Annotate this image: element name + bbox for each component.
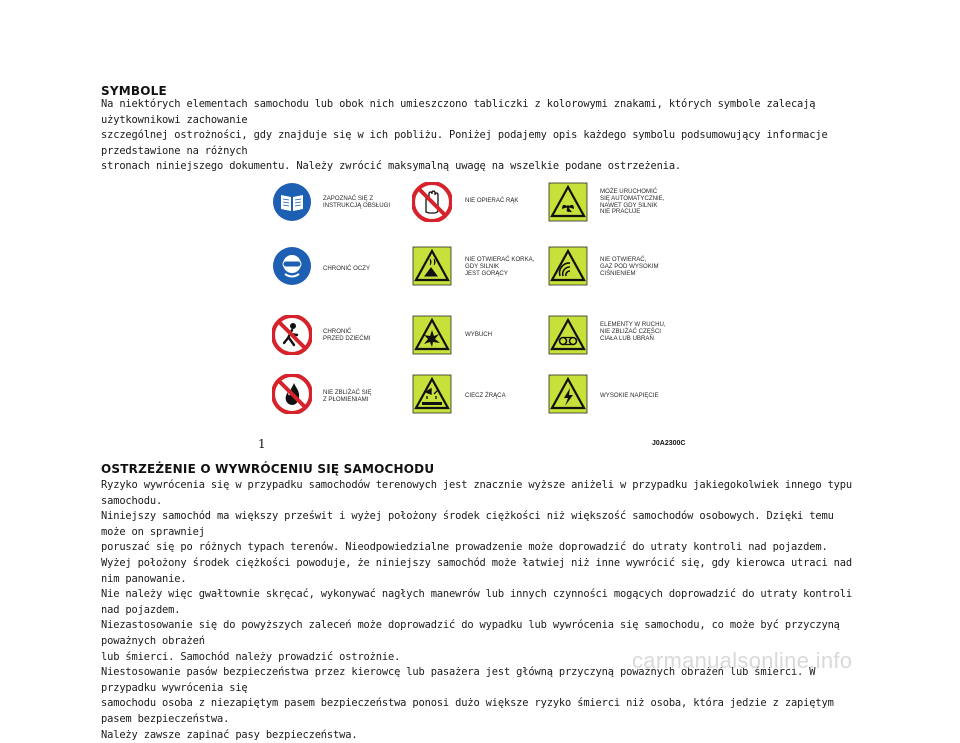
text-line: szczególnej ostrożności, gdy znajduje się w ich pobliżu. Poniżej podajemy opis każdego symbolu podsumowujący informacje przedstawione na różnych [101, 128, 861, 159]
sign-caption: NIE ZBLIŻAĆ SIĘ Z PŁOMIENIAMI [323, 390, 413, 404]
text-line: Należy zawsze zapinać pasy bezpieczeństwa. [101, 728, 861, 743]
manual-icon [272, 182, 312, 222]
sign-caption: WYSOKIE NAPIĘCIE [600, 393, 690, 400]
section-title-rollover-warning: OSTRZEŻENIE O WYWRÓCENIU SIĘ SAMOCHODU [101, 462, 434, 476]
sign-caption: CHRONIĆ OCZY [323, 266, 413, 273]
text-line: poruszać się po różnych typach terenów. Nieodpowiedzialne prowadzenie może doprowadzić do utraty kontroli nad pojazdem. [101, 540, 861, 556]
sign-caption: CHRONIĆ PRZED DZIEĆMI [323, 329, 413, 343]
section-title-symbols: SYMBOLE [101, 84, 167, 98]
goggles-icon [272, 246, 312, 286]
moving-parts-warning-icon [548, 315, 588, 355]
text-line: Wyżej położony środek ciężkości powoduje, że niniejszy samochód może łatwiej niż inne wywrócić się, gdy kierowca utraci nad nim panowanie. [101, 556, 861, 587]
text-line: Niniejszy samochód ma większy prześwit i wyżej położony środek ciężkości niż większość samochodów osobowych. Dzięki temu może on sprawniej [101, 509, 861, 540]
sign-caption: NIE OTWIERAĆ, GAZ POD WYSOKIM CIŚNIENIEM [600, 257, 690, 277]
sign-caption: WYBUCH [465, 332, 555, 339]
text-line: samochodu osoba z niezapiętym pasem bezpieczeństwa ponosi dużo większe ryzyko śmierci niż osoba, która jedzie z zapiętym pasem bezpieczeństwa. [101, 696, 861, 727]
site-watermark: carmanualsonline.info [632, 648, 852, 674]
symbols-intro-paragraph [101, 97, 861, 175]
text-line: Nie należy więc gwałtownie skręcać, wykonywać nagłych manewrów lub innych czynności mogących doprowadzić do utraty kontroli nad pojazdem. [101, 587, 861, 618]
safety-symbols-figure [266, 172, 702, 436]
sign-caption: ELEMENTY W RUCHU, NIE ZBLIŻAĆ CZĘŚCI CIAŁA LUB UBRAŃ [600, 322, 690, 342]
explosion-warning-icon [412, 315, 452, 355]
sign-caption: NIE OTWIERAĆ KORKA, GDY SILNIK JEST GORĄCY [465, 257, 555, 277]
text-line: Niezastosowanie się do powyższych zaleceń może doprowadzić do wypadku lub wywrócenia się samochodu, co może być przyczyną poważnych obrażeń [101, 618, 861, 649]
no-flames-icon [272, 374, 312, 414]
sign-caption: NIE OPIERAĆ RĄK [465, 198, 555, 205]
sign-caption: ZAPOZNAĆ SIĘ Z INSTRUKCJĄ OBSŁUGI [323, 196, 413, 210]
sign-caption: MOŻE URUCHOMIĆ SIĘ AUTOMATYCZNIE, NAWET GDY SILNIK NIE PRACUJE [600, 189, 690, 216]
fan-warning-icon [548, 182, 588, 222]
figure-code: J0A2300C [652, 440, 685, 447]
text-line: Niestosowanie pasów bezpieczeństwa przez kierowcę lub pasażera jest główną przyczyną poważnych obrażeń lub śmierci. W przypadku wywrócenia się [101, 665, 861, 696]
no-children-icon [272, 315, 312, 355]
text-line: stronach niniejszego dokumentu. Należy zwrócić maksymalną uwagę na wszelkie podane ostrzeżenia. [101, 159, 861, 175]
hot-coolant-warning-icon [412, 246, 452, 286]
text-line: Na niektórych elementach samochodu lub obok nich umieszczono tabliczki z kolorowymi znakami, których symbole zalecają użytkownikowi zachowanie [101, 97, 861, 128]
figure-number: 1 [258, 437, 266, 451]
rollover-warning-paragraph [101, 478, 861, 743]
no-touch-hand-icon [412, 182, 452, 222]
high-voltage-warning-icon [548, 374, 588, 414]
sign-caption: CIECZ ŻRĄCA [465, 393, 555, 400]
text-line: Ryzyko wywrócenia się w przypadku samochodów terenowych jest znacznie wyższe aniżeli w przypadku jakiegokolwiek innego typu samochodu. [101, 478, 861, 509]
pressure-warning-icon [548, 246, 588, 286]
corrosive-warning-icon [412, 374, 452, 414]
text-line: lub śmierci. Samochód należy prowadzić ostrożnie. [101, 650, 861, 666]
